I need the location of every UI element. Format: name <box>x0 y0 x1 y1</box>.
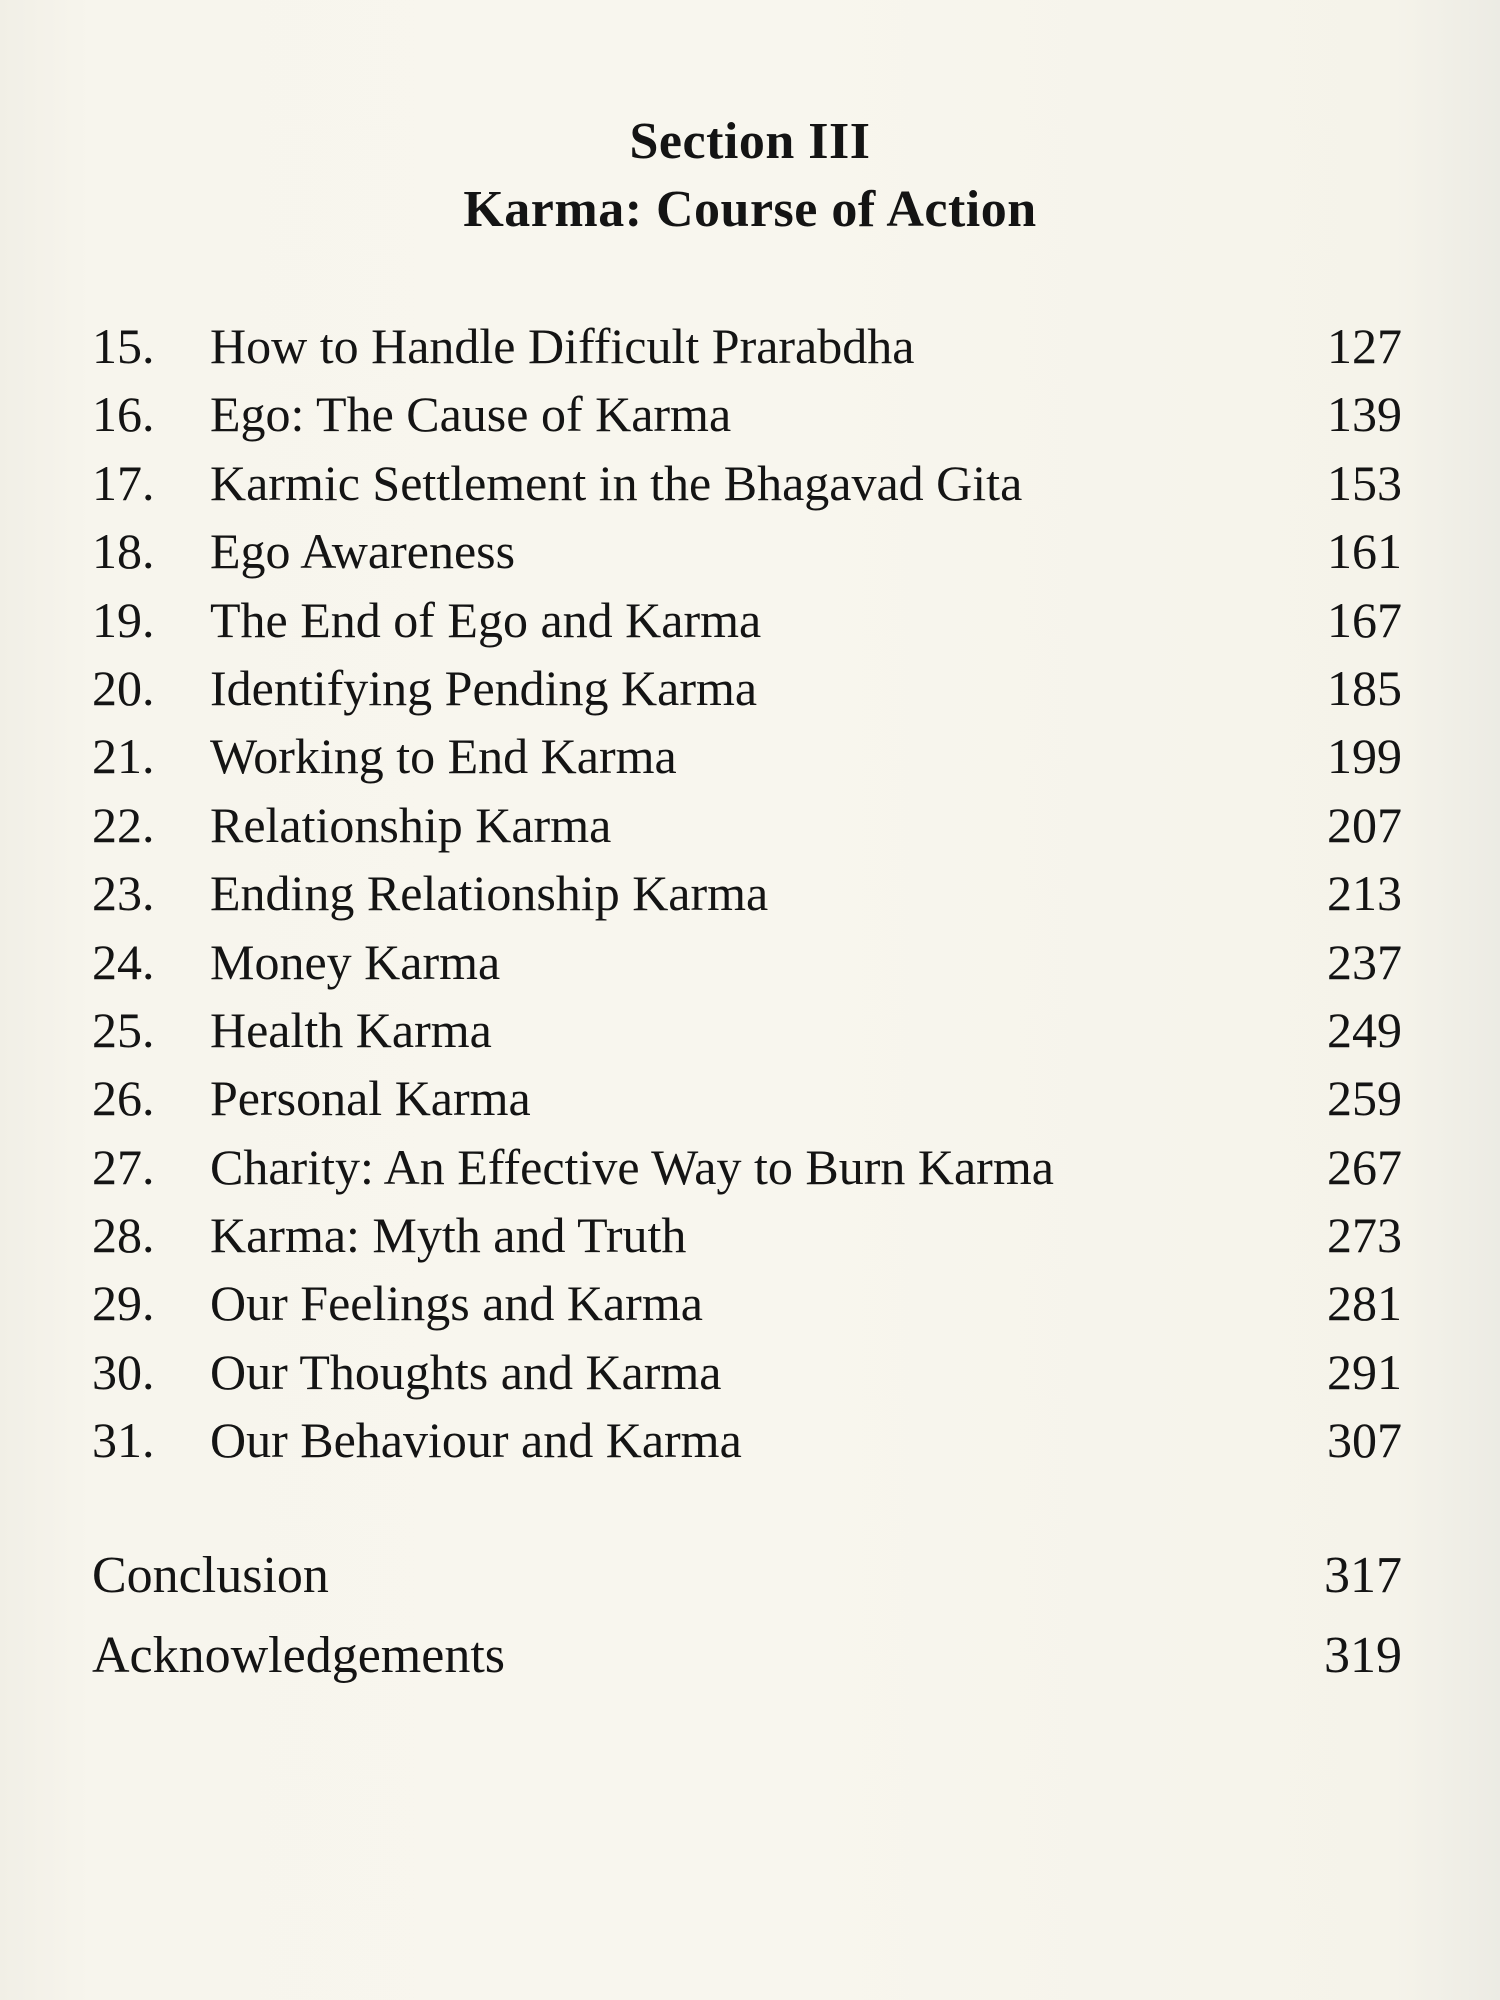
chapter-title: How to Handle Difficult Prarabdha <box>210 318 915 374</box>
page-number: 185 <box>1327 659 1402 716</box>
chapter-title: The End of Ego and Karma <box>210 591 762 648</box>
page-number: 127 <box>1327 318 1402 374</box>
toc-entry <box>92 1269 1402 1337</box>
chapter-number: 23. <box>92 865 155 922</box>
toc-entry <box>92 449 1402 517</box>
page-number: 259 <box>1327 1070 1402 1127</box>
toc-entry <box>92 928 1402 996</box>
page-number: 291 <box>1327 1343 1402 1400</box>
page-number: 199 <box>1327 728 1402 785</box>
toc-entry <box>92 996 1402 1064</box>
chapter-title: Identifying Pending Karma <box>210 659 758 716</box>
page-number: 237 <box>1327 933 1402 990</box>
chapter-number: 24. <box>92 933 155 990</box>
page-number: 153 <box>1327 454 1402 511</box>
toc-entry <box>92 312 1402 380</box>
chapter-number: 22. <box>92 796 155 853</box>
page-number: 213 <box>1327 865 1402 922</box>
chapter-title: Karma: Myth and Truth <box>210 1207 687 1264</box>
chapter-title: Money Karma <box>210 933 501 990</box>
toc-entry <box>92 1536 1402 1616</box>
page-number: 319 <box>1324 1627 1402 1684</box>
section-label: Section III <box>629 113 871 170</box>
page-number: 139 <box>1327 386 1402 443</box>
section-title: Karma: Course of Action <box>463 181 1037 238</box>
toc-entry <box>92 1064 1402 1132</box>
chapter-title: Personal Karma <box>210 1070 531 1127</box>
page-number: 281 <box>1327 1275 1402 1332</box>
chapter-number: 19. <box>92 591 155 648</box>
chapter-number: 30. <box>92 1343 155 1400</box>
toc-entry <box>92 380 1402 448</box>
chapter-title: Charity: An Effective Way to Burn Karma <box>210 1138 1054 1195</box>
toc-entry <box>92 722 1402 790</box>
chapter-number: 16. <box>92 386 155 443</box>
chapter-number: 25. <box>92 1001 155 1058</box>
chapter-number: 27. <box>92 1138 155 1195</box>
chapter-title: Karmic Settlement in the Bhagavad Gita <box>210 454 1023 511</box>
chapter-number: 29. <box>92 1275 155 1332</box>
toc-entry <box>92 517 1402 585</box>
chapter-title: Ego Awareness <box>210 523 516 580</box>
chapter-number: 15. <box>92 318 155 374</box>
chapter-title: Our Behaviour and Karma <box>210 1412 742 1469</box>
toc-entry <box>92 1616 1402 1696</box>
page-number: 249 <box>1327 1001 1402 1058</box>
page-number: 273 <box>1327 1207 1402 1264</box>
toc-entry <box>92 1133 1402 1201</box>
table-of-contents <box>92 312 1402 1475</box>
chapter-number: 26. <box>92 1070 155 1127</box>
toc-entry <box>92 1406 1402 1474</box>
chapter-title: Ending Relationship Karma <box>210 865 769 922</box>
chapter-number: 31. <box>92 1412 155 1469</box>
toc-entry <box>92 1201 1402 1269</box>
chapter-number: 28. <box>92 1207 155 1264</box>
page-number: 307 <box>1327 1412 1402 1469</box>
page-number: 161 <box>1327 523 1402 580</box>
chapter-title: Our Thoughts and Karma <box>210 1343 722 1400</box>
toc-entry <box>92 791 1402 859</box>
chapter-number: 21. <box>92 728 155 785</box>
chapter-title: Relationship Karma <box>210 796 612 853</box>
back-matter-title: Conclusion <box>92 1547 329 1604</box>
chapter-number: 17. <box>92 454 155 511</box>
chapter-number: 20. <box>92 659 155 716</box>
back-matter-title: Acknowledgements <box>92 1627 506 1684</box>
toc-entry <box>92 859 1402 927</box>
chapter-title: Our Feelings and Karma <box>210 1275 703 1332</box>
toc-entry <box>92 1338 1402 1406</box>
page-number: 167 <box>1327 591 1402 648</box>
chapter-title: Working to End Karma <box>210 728 677 785</box>
chapter-number: 18. <box>92 523 155 580</box>
toc-entry <box>92 654 1402 722</box>
chapter-title: Ego: The Cause of Karma <box>210 386 732 443</box>
page-number: 207 <box>1327 796 1402 853</box>
page-number: 317 <box>1324 1547 1402 1604</box>
back-matter <box>92 1536 1402 1696</box>
chapter-title: Health Karma <box>210 1001 492 1058</box>
toc-entry <box>92 586 1402 654</box>
page-number: 267 <box>1327 1138 1402 1195</box>
